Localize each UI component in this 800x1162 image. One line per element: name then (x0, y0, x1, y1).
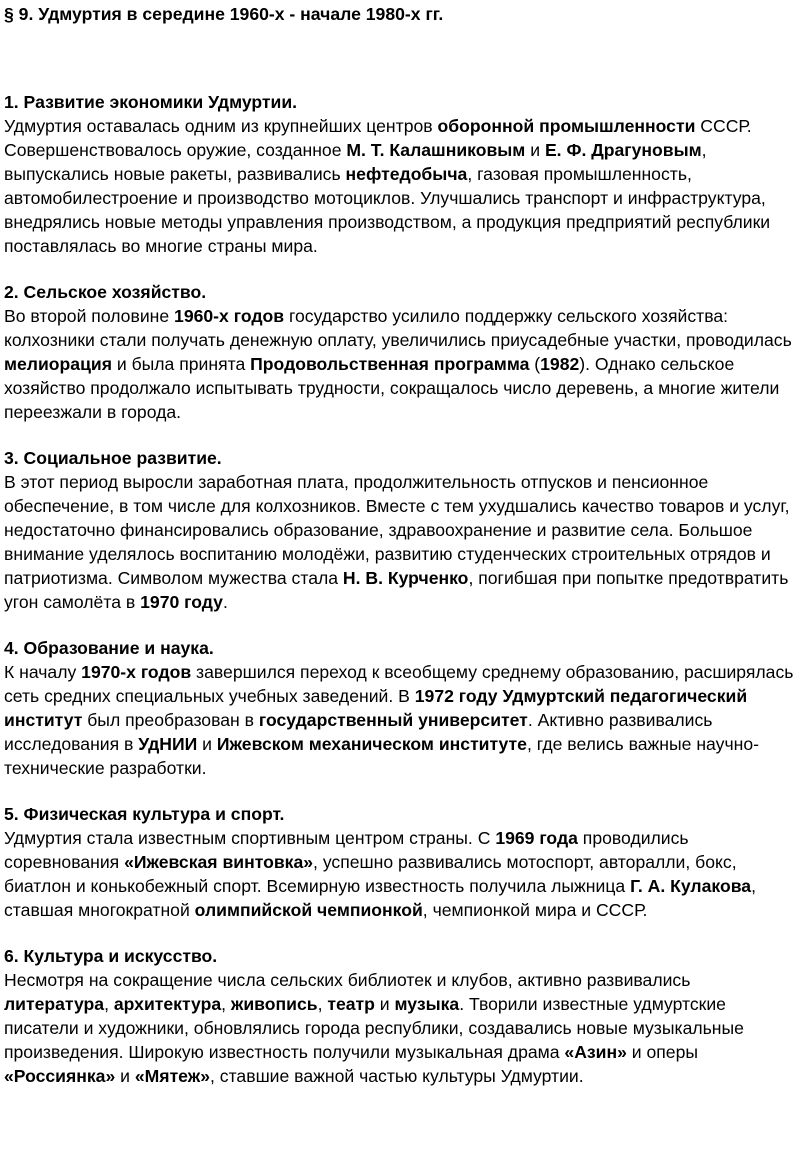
body-text: , чемпионкой мира и СССР. (422, 900, 648, 920)
emphasis-text: мелиорация (4, 354, 112, 374)
body-text: , где велись важные научно-технические разработки. (4, 734, 759, 778)
body-text: государство усилило поддержку сельского хозяйства: колхозники стали получать денежную оплату, увеличились приусадебные участки, проводилась (4, 306, 792, 350)
body-text: и (197, 734, 217, 754)
emphasis-text: «Мятеж» (134, 1066, 210, 1086)
body-text: , успешно развивались мотоспорт, авторалли, бокс, биатлон и конькобежный спорт. Всемирную известность получила лыжница (4, 852, 737, 896)
section-heading: 1. Развитие экономики Удмуртии. (4, 92, 298, 112)
emphasis-text: архитектура (113, 994, 222, 1014)
emphasis-text: 1982 (540, 354, 580, 374)
emphasis-text: М. Т. Калашниковым (346, 140, 526, 160)
body-text: , (221, 994, 231, 1014)
body-text: Несмотря на сокращение числа сельских библиотек и клубов, активно развивались (4, 970, 691, 990)
emphasis-text: Продовольственная программа (250, 354, 530, 374)
section-culture-art (4, 944, 798, 1088)
emphasis-text: Н. В. Курченко (342, 568, 469, 588)
emphasis-text: олимпийской чемпионкой (194, 900, 423, 920)
emphasis-text: Ижевском механическом институте (216, 734, 527, 754)
section-body (4, 114, 798, 258)
body-text: и оперы (626, 1042, 699, 1062)
body-text: В этот период выросли заработная плата, продолжительность отпусков и пенсионное обеспечение, в том числе для колхозников. Вместе с тем ухудшались качество товаров и услуг, недостаточно финансировались образование, здравоохранение и развитие села. Большое внимание уделялось воспитанию молодёжи, развитию студенческих строительных отрядов и патриотизма. Символом мужества стала (4, 472, 790, 588)
body-text: и была принята (111, 354, 251, 374)
section-agriculture (4, 280, 798, 424)
body-text: , (317, 994, 328, 1014)
section-body (4, 660, 798, 780)
body-text: ( (529, 354, 541, 374)
body-text: , погибшая при попытке предотвратить угон самолёта в (4, 568, 789, 612)
section-heading: 3. Социальное развитие. (4, 448, 222, 468)
emphasis-text: «Ижевская винтовка» (124, 852, 314, 872)
emphasis-text: «Азин» (564, 1042, 627, 1062)
body-text: и (525, 140, 545, 160)
body-text: был преобразован в (82, 710, 259, 730)
body-text: и (115, 1066, 135, 1086)
emphasis-text: оборонной промышленности (437, 116, 696, 136)
body-text: , газовая промышленность, автомобилестроение и производство мотоциклов. Улучшались транспорт и инфраструктура, внедрялись новые методы управления производством, а продукция предприятий республики поставлялась во многие страны мира. (4, 164, 771, 256)
emphasis-text: УдНИИ (138, 734, 198, 754)
section-sport (4, 802, 798, 922)
emphasis-text: 1970 году (140, 592, 223, 612)
emphasis-text: живопись (230, 994, 318, 1014)
emphasis-text: Е. Ф. Драгуновым (544, 140, 702, 160)
document-title: § 9. Удмуртия в середине 1960-х - начале 1980-х гг. (4, 4, 444, 24)
section-heading: 2. Сельское хозяйство. (4, 282, 207, 302)
emphasis-text: нефтедобыча (345, 164, 468, 184)
section-education-science (4, 636, 798, 780)
emphasis-text: Г. А. Кулакова (630, 876, 752, 896)
body-text: и (374, 994, 395, 1014)
emphasis-text: государственный университет (258, 710, 528, 730)
emphasis-text: музыка (394, 994, 460, 1014)
emphasis-text: 1960-х годов (174, 306, 285, 326)
section-social-development (4, 446, 798, 614)
body-text: проводились соревнования (4, 828, 689, 872)
section-economy (4, 90, 798, 258)
body-text: , (104, 994, 114, 1014)
sections-container (4, 90, 798, 1110)
emphasis-text: литература (4, 994, 105, 1014)
body-text: Во второй половине (4, 306, 175, 326)
body-text: ). Однако сельское хозяйство продолжало испытывать трудности, сокращалось число деревень, а многие жители переезжали в города. (4, 354, 780, 422)
body-text: Удмуртия оставалась одним из крупнейших центров (4, 116, 438, 136)
section-heading: 6. Культура и искусство. (4, 946, 218, 966)
emphasis-text: «Россиянка» (4, 1066, 116, 1086)
body-text: Удмуртия стала известным спортивным центром страны. С (4, 828, 496, 848)
emphasis-text: 1969 года (495, 828, 578, 848)
section-heading: 5. Физическая культура и спорт. (4, 804, 285, 824)
section-heading: 4. Образование и наука. (4, 638, 214, 658)
section-body (4, 304, 798, 424)
section-body (4, 470, 798, 614)
body-text: СССР. Совершенствовалось оружие, созданное (4, 116, 752, 160)
body-text: К началу (4, 662, 82, 682)
emphasis-text: театр (327, 994, 375, 1014)
body-text: . (222, 592, 228, 612)
body-text: . Творили известные удмуртские писатели и художники, обновлялись города республики, создавались новые музыкальные произведения. Широкую известность получили музыкальная драма (4, 994, 744, 1062)
body-text: завершился переход к всеобщему среднему образованию, расширялась сеть средних специальных учебных заведений. В (4, 662, 794, 706)
emphasis-text: 1970-х годов (81, 662, 192, 682)
body-text: . Активно развивались исследования в (4, 710, 713, 754)
body-text: , выпускались новые ракеты, развивались (4, 140, 707, 184)
body-text: , ставшая многократной (4, 876, 756, 920)
section-body (4, 968, 798, 1088)
section-body (4, 826, 798, 922)
emphasis-text: 1972 году Удмуртский педагогический институт (4, 686, 748, 730)
body-text: , ставшие важной частью культуры Удмуртии. (210, 1066, 584, 1086)
